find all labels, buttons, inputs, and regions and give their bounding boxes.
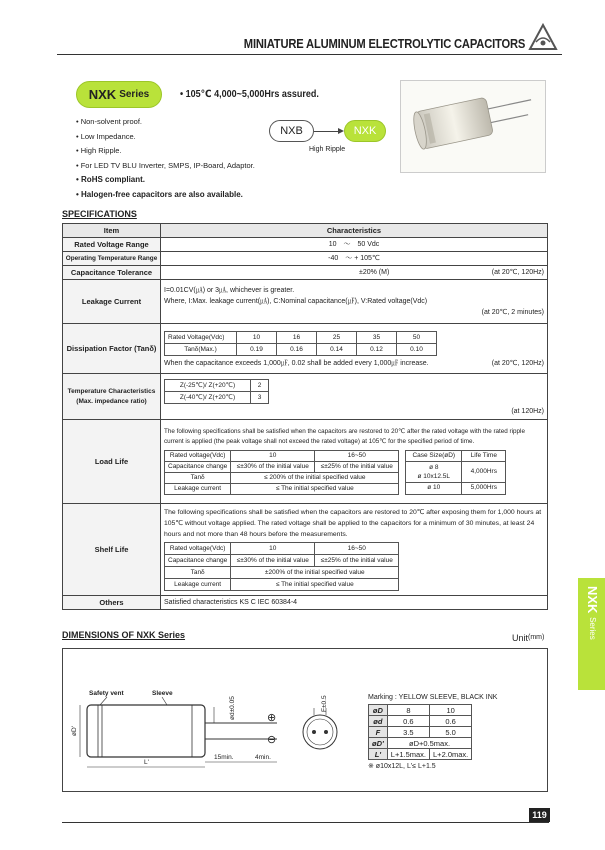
table-cell: 10: [231, 542, 315, 554]
row-value: [161, 420, 548, 504]
table-cell: ≤ The initial specified value: [231, 483, 399, 494]
end-view-lead: [312, 730, 316, 734]
safety-vent-label: Safety vent: [89, 690, 124, 697]
table-cell: Capacitance change: [165, 554, 231, 566]
series-suffix: Series: [119, 89, 150, 100]
unit-label: [512, 633, 544, 643]
table-row: [406, 462, 506, 483]
table-cell: 0.10: [397, 343, 437, 355]
table-row: [63, 238, 548, 252]
footer-divider: [62, 822, 549, 823]
table-cell: Rated voltage(Vdc): [165, 542, 231, 554]
feature-item: • For LED TV BLU Inverter, SMPS, IP-Board, Adaptor.: [76, 160, 255, 170]
table-cell: 25: [317, 331, 357, 343]
table-row: [165, 343, 437, 355]
table-cell: ø 10: [406, 482, 462, 494]
case-size: ø 10x12.5L: [417, 472, 451, 480]
min15-label: 15min.: [214, 754, 234, 761]
table-cell: 35: [357, 331, 397, 343]
table-cell: 10: [237, 331, 277, 343]
table-cell: ≤±30% of the initial value: [231, 554, 315, 566]
table-cell: 2: [251, 379, 269, 391]
table-cell: ≤ 200% of the initial specified value: [231, 472, 399, 483]
table-cell: 4,000Hrs: [462, 462, 506, 483]
shelf-life-text: The following specifications shall be satisfied when the capacitors are restored to 20℃ after exposing them for 1,000 hours at 105℃ without voltage applied. The rated voltage shall be applied to the capacitors for a minimum of 30 minutes, at least 24 hours and not more than 48 hours before the measurements.: [164, 508, 542, 538]
table-cell: 0.19: [237, 343, 277, 355]
table-cell: Rated voltage(Vdc): [165, 450, 231, 461]
table-row: [63, 596, 548, 610]
header-divider: [57, 54, 562, 55]
cap-tol-note: (at 20℃, 120Hz): [491, 269, 544, 276]
feature-item: • Non-solvent proof.: [76, 117, 142, 126]
feature-item: • RoHS compliant.: [76, 175, 146, 184]
table-cell: L': [369, 749, 388, 760]
dissipation-note: When the capacitance exceeds 1,000㎌, 0.02 shall be added every 1,000㎌ increase.: [164, 359, 429, 367]
table-cell: 16~50: [315, 450, 399, 461]
table-row: [63, 420, 548, 504]
page-number: 119: [529, 808, 550, 822]
shelf-life-table: [164, 542, 399, 591]
pitch-label: F±0.5: [321, 695, 328, 712]
specifications-title: SPECIFICATIONS: [62, 209, 137, 219]
table-cell: L+2.0max.: [430, 749, 472, 760]
col-header-item: Item: [63, 224, 161, 238]
minus-icon: ⊖: [267, 734, 277, 746]
product-photo: [400, 80, 546, 173]
side-tab-label: [585, 586, 600, 640]
table-cell: 0.6: [430, 716, 472, 727]
table-cell: 10: [231, 450, 315, 461]
table-row: [369, 716, 472, 727]
table-cell: Tanδ: [165, 566, 231, 578]
table-cell: øD': [369, 738, 388, 749]
capacitor-body: [87, 705, 205, 757]
row-label: Load Life: [63, 420, 161, 504]
dimensions-title: DIMENSIONS OF NXK Series: [62, 630, 186, 640]
table-row: [165, 450, 399, 461]
table-cell: Life Time: [462, 450, 506, 462]
dimensions-table: [368, 704, 472, 760]
table-row: [63, 374, 548, 420]
row-label: Others: [63, 596, 161, 610]
leakage-line1: I=0.01CV(㎂) or 3㎂, whichever is greater.: [164, 287, 295, 294]
case-size: ø 8: [429, 463, 439, 471]
end-view-inner: [307, 719, 333, 745]
row-value: Satisfied characteristics KS C IEC 60384-4: [161, 596, 548, 610]
series-side-tab: [578, 578, 605, 690]
table-cell: Rated Voltage(Vdc): [165, 331, 237, 343]
table-row: [63, 266, 548, 280]
leakage-note: (at 20℃, 2 minutes): [481, 309, 544, 316]
lprime-label: L': [144, 759, 149, 766]
row-label: Shelf Life: [63, 504, 161, 596]
temp-char-label1: Temperature Characteristics: [67, 387, 156, 395]
row-value: [161, 324, 548, 374]
table-cell: ±200% of the initial specified value: [231, 566, 399, 578]
table-row: [165, 331, 437, 343]
series-name: NXK: [88, 87, 117, 102]
capacitor-photo-icon: [401, 81, 547, 174]
temp-char-label2: (Max. impedance ratio): [76, 397, 147, 405]
table-row: [63, 504, 548, 596]
table-cell: ≤±25% of the initial value: [315, 554, 399, 566]
table-cell: 16: [277, 331, 317, 343]
table-row: [406, 482, 506, 494]
table-row: [165, 461, 399, 472]
table-cell: 8: [387, 705, 429, 716]
row-label: Operating Temperature Range: [63, 252, 161, 266]
sleeve-label: Sleeve: [152, 690, 173, 697]
col-header-characteristics: Characteristics: [161, 224, 548, 238]
table-cell: 0.14: [317, 343, 357, 355]
company-logo-icon: [527, 22, 559, 54]
table-row: [165, 566, 399, 578]
feature-item: • Low Impedance.: [76, 131, 136, 141]
table-cell: 3.5: [387, 727, 429, 738]
table-cell: øD: [369, 705, 388, 716]
life-time-table: [405, 450, 506, 495]
end-view-lead: [324, 730, 328, 734]
impedance-ratio-table: [164, 379, 269, 404]
feature-item: • Halogen-free capacitors are also available.: [76, 189, 243, 199]
table-row: [165, 578, 399, 590]
table-row: [165, 472, 399, 483]
load-life-text: The following specifications shall be satisfied when the capacitors are restored to 20℃ after the rated voltage with the rated ripple current is applied (the peak voltage shall not exceed the rated voltage) at 105℃ for the specified period of time.: [164, 427, 525, 445]
row-value: [161, 374, 548, 420]
leakage-line2: Where, I:Max. leakage current(㎂), C:Nominal capacitance(㎌), V:Rated voltage(Vdc): [164, 298, 428, 305]
lead-diameter-label: ød±0.05: [229, 696, 236, 720]
unit-mm: (mm): [528, 634, 545, 641]
evolution-to-pill: NXK: [344, 120, 386, 142]
table-row: [369, 705, 472, 716]
row-label: Leakage Current: [63, 280, 161, 324]
table-row: [165, 554, 399, 566]
table-row: [165, 391, 269, 403]
specifications-table: [62, 223, 548, 610]
temp-char-note: (at 120Hz): [511, 407, 544, 415]
feature-list: [76, 115, 255, 202]
evolution-caption: High Ripple: [309, 146, 346, 153]
table-cell: L+1.5max.: [387, 749, 429, 760]
table-cell: ≤±30% of the initial value: [231, 461, 315, 472]
table-cell: F: [369, 727, 388, 738]
table-cell: 0.16: [277, 343, 317, 355]
table-cell: [406, 462, 462, 483]
table-cell: 3: [251, 391, 269, 403]
table-cell: 5,000Hrs: [462, 482, 506, 494]
table-cell: 5.0: [430, 727, 472, 738]
dimension-note: ※ ø10x12L, L'≤ L+1.5: [368, 763, 436, 770]
side-tab-suffix: Series: [588, 617, 597, 640]
row-label: [63, 374, 161, 420]
table-cell: ≤±25% of the initial value: [315, 461, 399, 472]
table-cell: Leakage current: [165, 578, 231, 590]
cap-tol-value: ±20% (M): [359, 269, 390, 276]
dissipation-cond: (at 20℃, 120Hz): [491, 359, 544, 367]
table-row: [369, 738, 472, 749]
row-label: Rated Voltage Range: [63, 238, 161, 252]
table-cell: 0.6: [387, 716, 429, 727]
dissipation-table: [164, 331, 437, 356]
page-header-title: MINIATURE ALUMINUM ELECTROLYTIC CAPACITORS: [243, 36, 525, 51]
table-cell: 0.12: [357, 343, 397, 355]
end-view-outer: [303, 715, 337, 749]
table-row: [63, 324, 548, 374]
table-cell: ød: [369, 716, 388, 727]
leader-line: [100, 697, 107, 705]
table-row: [406, 450, 506, 462]
table-row: [63, 224, 548, 238]
table-cell: Leakage current: [165, 483, 231, 494]
row-label: Capacitance Tolerance: [63, 266, 161, 280]
side-tab-name: NXK: [585, 586, 600, 614]
leader-line: [162, 697, 167, 705]
row-value: [161, 504, 548, 596]
table-cell: Z(-25℃)/ Z(+20℃): [165, 379, 251, 391]
row-value: -40 ～ + 105℃: [161, 252, 548, 266]
table-cell: ≤ The initial specified value: [231, 578, 399, 590]
table-row: [165, 542, 399, 554]
dimension-drawing: [62, 650, 362, 790]
assured-life-text: • 105℃ 4,000~5,000Hrs assured.: [180, 89, 319, 100]
table-row: [369, 749, 472, 760]
evolution-from-pill: NXB: [269, 120, 314, 142]
table-row: [165, 483, 399, 494]
table-cell: Capacitance change: [165, 461, 231, 472]
table-cell: Tanδ: [165, 472, 231, 483]
marking-text: Marking : YELLOW SLEEVE, BLACK INK: [368, 694, 498, 701]
table-row: [369, 727, 472, 738]
table-cell: 10: [430, 705, 472, 716]
load-life-table: [164, 450, 399, 495]
table-row: [63, 280, 548, 324]
table-row: [165, 379, 269, 391]
table-cell: Case Size(øD): [406, 450, 462, 462]
table-cell: 16~50: [315, 542, 399, 554]
table-cell: 50: [397, 331, 437, 343]
row-value: [161, 266, 548, 280]
table-cell: Z(-40℃)/ Z(+20℃): [165, 391, 251, 403]
series-badge: [76, 81, 162, 108]
table-cell: Tanδ(Max.): [165, 343, 237, 355]
plus-icon: ⊕: [267, 712, 277, 724]
row-value: [161, 280, 548, 324]
feature-item: • High Ripple.: [76, 146, 122, 155]
min4-label: 4min.: [255, 754, 271, 761]
od-label: øD': [71, 726, 78, 736]
unit-text: Unit: [512, 633, 529, 643]
table-row: [63, 252, 548, 266]
table-cell: øD+0.5max.: [387, 738, 471, 749]
row-value: 10 ～ 50 Vdc: [161, 238, 548, 252]
row-label: Dissipation Factor (Tanδ): [63, 324, 161, 374]
